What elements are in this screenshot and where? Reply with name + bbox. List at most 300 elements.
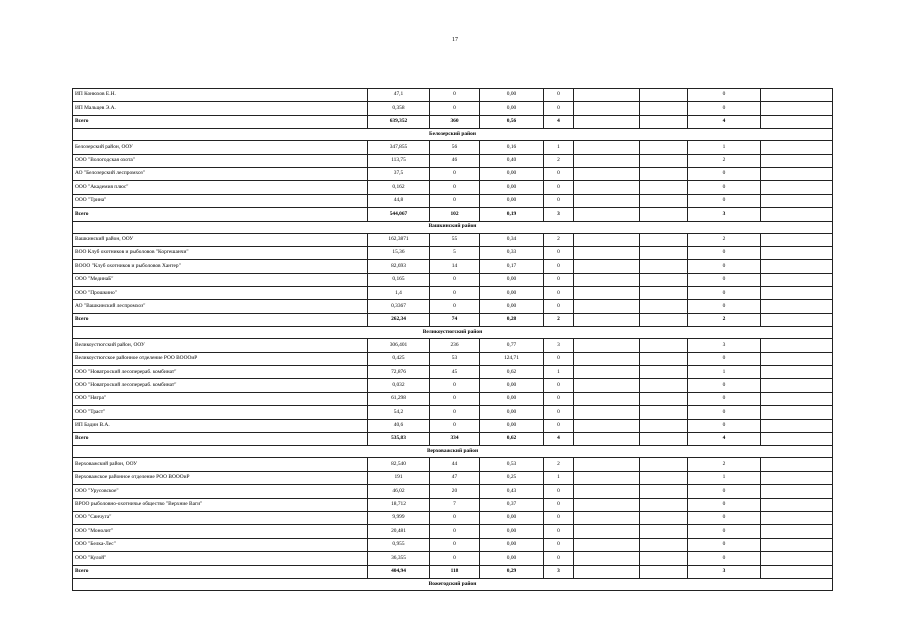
- table-cell: 18,712: [368, 498, 430, 511]
- table-cell: 44: [430, 458, 480, 471]
- table-row: [73, 102, 833, 115]
- table-cell: 55: [430, 233, 480, 246]
- table-cell: 46: [430, 154, 480, 167]
- table-cell: [574, 154, 640, 167]
- organization-name: ООО "Академия плюс": [73, 181, 368, 194]
- table-cell: [574, 181, 640, 194]
- table-cell: 1: [688, 141, 761, 154]
- table-cell: 0: [430, 89, 480, 102]
- table-cell: 0,00: [480, 194, 544, 207]
- table-cell: 0: [688, 300, 761, 313]
- table-cell: 0: [430, 552, 480, 565]
- table-cell: [761, 406, 833, 419]
- table-cell: [640, 419, 688, 432]
- table-row: [73, 260, 833, 273]
- table-cell: 0: [688, 525, 761, 538]
- district-section-row: [73, 327, 833, 339]
- table-cell: [640, 392, 688, 405]
- table-cell: [574, 498, 640, 511]
- table-cell: 0,34: [480, 233, 544, 246]
- table-cell: [640, 154, 688, 167]
- table-cell: [761, 246, 833, 259]
- table-cell: [761, 538, 833, 551]
- table-cell: 162,3871: [368, 233, 430, 246]
- table-cell: 5: [430, 246, 480, 259]
- table-cell: 118: [430, 565, 480, 578]
- table-cell: 0,358: [368, 102, 430, 115]
- table-cell: 0: [688, 194, 761, 207]
- table-cell: 0: [688, 89, 761, 102]
- organization-name: Великоустюгское районное отделение РОО ВОООиР: [73, 352, 368, 365]
- table-row: [73, 194, 833, 207]
- table-cell: 0,165: [368, 273, 430, 286]
- table-cell: [761, 233, 833, 246]
- table-cell: [761, 366, 833, 379]
- table-cell: 0: [688, 167, 761, 180]
- table-cell: 2: [688, 458, 761, 471]
- table-cell: 0,00: [480, 273, 544, 286]
- table-cell: 236: [430, 339, 480, 352]
- table-cell: [574, 485, 640, 498]
- table-cell: 1: [688, 366, 761, 379]
- table-cell: 4: [688, 432, 761, 445]
- table-cell: [761, 511, 833, 524]
- table-row: [73, 379, 833, 392]
- organization-name: ООО "МединаБ": [73, 273, 368, 286]
- table-cell: 7: [430, 498, 480, 511]
- table-cell: 0,17: [480, 260, 544, 273]
- table-cell: [640, 525, 688, 538]
- table-cell: 0,00: [480, 181, 544, 194]
- table-cell: 404,94: [368, 565, 430, 578]
- table-cell: [574, 552, 640, 565]
- table-cell: 0,29: [480, 565, 544, 578]
- organization-name: АО "Вашкинский леспромхоз": [73, 300, 368, 313]
- table-cell: 3: [544, 208, 574, 221]
- table-cell: 82,693: [368, 260, 430, 273]
- table-cell: [761, 167, 833, 180]
- table-cell: [761, 392, 833, 405]
- table-cell: 0: [688, 406, 761, 419]
- table-cell: 0: [544, 511, 574, 524]
- table-cell: 2: [688, 233, 761, 246]
- table-cell: 0: [544, 525, 574, 538]
- table-cell: [761, 339, 833, 352]
- table-cell: 0: [688, 379, 761, 392]
- table-cell: 0: [544, 260, 574, 273]
- table-cell: [640, 167, 688, 180]
- table-cell: [761, 115, 833, 128]
- table-cell: [761, 352, 833, 365]
- table-cell: 0: [430, 300, 480, 313]
- table-cell: 0: [430, 511, 480, 524]
- table-cell: 72,876: [368, 366, 430, 379]
- organization-name: ВРОО рыболовно-охотничье общество "Верхние Ваги": [73, 498, 368, 511]
- table-cell: [640, 485, 688, 498]
- table-row: [73, 339, 833, 352]
- table-cell: 20,481: [368, 525, 430, 538]
- table-row: [73, 181, 833, 194]
- table-cell: 2: [544, 313, 574, 326]
- table-cell: [574, 167, 640, 180]
- table-cell: 0,00: [480, 300, 544, 313]
- table-cell: 0: [544, 89, 574, 102]
- table-cell: 124,71: [480, 352, 544, 365]
- total-row: [73, 313, 833, 326]
- table-cell: 40,6: [368, 419, 430, 432]
- district-section-row: [73, 578, 833, 590]
- total-row: [73, 565, 833, 578]
- table-cell: 0,62: [480, 432, 544, 445]
- table-cell: 0: [688, 273, 761, 286]
- district-title: Вашкинский район: [73, 221, 833, 233]
- table-cell: [640, 406, 688, 419]
- table-cell: [640, 458, 688, 471]
- table-cell: 0: [544, 498, 574, 511]
- table-cell: [640, 141, 688, 154]
- table-cell: 639,352: [368, 115, 430, 128]
- table-cell: 61,298: [368, 392, 430, 405]
- district-title: Вожегодский район: [73, 578, 833, 590]
- page-number: 17: [452, 37, 458, 43]
- table-cell: 0: [544, 194, 574, 207]
- organization-name: Всего: [73, 432, 368, 445]
- organization-name: ООО "Трина": [73, 194, 368, 207]
- table-cell: 535,83: [368, 432, 430, 445]
- table-cell: 0: [430, 181, 480, 194]
- table-cell: 0,43: [480, 485, 544, 498]
- organization-name: Верховажское районное отделение РОО ВОООиР: [73, 471, 368, 484]
- organization-name: Всего: [73, 115, 368, 128]
- table-cell: [574, 194, 640, 207]
- table-cell: [640, 246, 688, 259]
- table-cell: [640, 511, 688, 524]
- table-cell: 2: [544, 233, 574, 246]
- table-row: [73, 406, 833, 419]
- table-row: [73, 525, 833, 538]
- table-cell: [640, 115, 688, 128]
- table-cell: 74: [430, 313, 480, 326]
- table-cell: [761, 419, 833, 432]
- table-cell: 0: [430, 102, 480, 115]
- table-cell: 15,36: [368, 246, 430, 259]
- table-cell: [640, 233, 688, 246]
- organization-name: ООО "Кулой": [73, 552, 368, 565]
- table-cell: 0: [688, 498, 761, 511]
- table-cell: [574, 471, 640, 484]
- table-cell: [574, 141, 640, 154]
- table-cell: 0: [688, 102, 761, 115]
- table-cell: 0: [688, 538, 761, 551]
- table-cell: 2: [688, 313, 761, 326]
- table-cell: 0,40: [480, 154, 544, 167]
- table-cell: 0: [688, 181, 761, 194]
- table-row: [73, 538, 833, 551]
- organization-name: ООО "Траст": [73, 406, 368, 419]
- table-cell: [640, 565, 688, 578]
- table-cell: 0,62: [480, 366, 544, 379]
- organization-name: ВООО "Клуб охотников и рыболовов Хантер": [73, 260, 368, 273]
- table-cell: 0,162: [368, 181, 430, 194]
- organization-name: Всего: [73, 565, 368, 578]
- table-cell: 113,75: [368, 154, 430, 167]
- district-section-row: [73, 129, 833, 141]
- table-cell: [640, 538, 688, 551]
- table-row: [73, 552, 833, 565]
- district-section-row: [73, 446, 833, 458]
- table-cell: 0: [544, 167, 574, 180]
- table-cell: [761, 300, 833, 313]
- table-cell: 4: [688, 115, 761, 128]
- table-cell: 360: [430, 115, 480, 128]
- table-cell: 0: [544, 273, 574, 286]
- table-cell: 0,032: [368, 379, 430, 392]
- table-cell: 0: [688, 260, 761, 273]
- table-cell: 334: [430, 432, 480, 445]
- table-cell: [640, 194, 688, 207]
- organization-name: ИП Бадин В.А.: [73, 419, 368, 432]
- table-cell: [574, 339, 640, 352]
- table-cell: 0: [544, 552, 574, 565]
- organization-name: ООО "Вологодская охота": [73, 154, 368, 167]
- organization-name: ООО "Монолит": [73, 525, 368, 538]
- table-cell: [761, 287, 833, 300]
- table-cell: [761, 313, 833, 326]
- table-cell: [574, 511, 640, 524]
- table-cell: 0: [430, 525, 480, 538]
- table-cell: [761, 273, 833, 286]
- district-title: Верховажский район: [73, 446, 833, 458]
- table-cell: 0: [430, 379, 480, 392]
- table-cell: 3: [544, 339, 574, 352]
- table-cell: [574, 406, 640, 419]
- table-cell: 262,34: [368, 313, 430, 326]
- table-cell: [761, 552, 833, 565]
- table-cell: [640, 471, 688, 484]
- table-cell: 306,401: [368, 339, 430, 352]
- table-cell: 1: [544, 366, 574, 379]
- table-cell: 0,00: [480, 379, 544, 392]
- table-cell: 0,00: [480, 525, 544, 538]
- table-cell: [761, 471, 833, 484]
- organization-name: ИП Конюхов Е.Н.: [73, 89, 368, 102]
- table-cell: [574, 273, 640, 286]
- table-cell: 36,355: [368, 552, 430, 565]
- table-cell: 0: [688, 511, 761, 524]
- table-cell: [640, 300, 688, 313]
- table-cell: 0: [544, 406, 574, 419]
- table-cell: [574, 246, 640, 259]
- table-cell: [761, 181, 833, 194]
- table-row: [73, 511, 833, 524]
- organization-name: Белозерский район, ООУ: [73, 141, 368, 154]
- table-cell: 191: [368, 471, 430, 484]
- table-cell: [761, 458, 833, 471]
- table-cell: [761, 485, 833, 498]
- table-cell: 0: [544, 379, 574, 392]
- table-cell: 9,999: [368, 511, 430, 524]
- table-cell: 0,00: [480, 538, 544, 551]
- table-cell: [574, 565, 640, 578]
- table-cell: [574, 419, 640, 432]
- table-cell: [761, 432, 833, 445]
- table-cell: [640, 208, 688, 221]
- table-row: [73, 419, 833, 432]
- table-cell: 0: [544, 300, 574, 313]
- table-cell: 0: [430, 538, 480, 551]
- table-cell: 14: [430, 260, 480, 273]
- table-cell: 0: [544, 246, 574, 259]
- table-row: [73, 392, 833, 405]
- table-cell: 0: [688, 287, 761, 300]
- table-row: [73, 141, 833, 154]
- table-cell: 44,8: [368, 194, 430, 207]
- table-row: [73, 89, 833, 102]
- table-cell: 47,1: [368, 89, 430, 102]
- table-cell: [574, 89, 640, 102]
- table-row: [73, 485, 833, 498]
- table-cell: [640, 552, 688, 565]
- table-cell: [574, 366, 640, 379]
- organization-name: ВОО Клуб охотников и рыболовов "Коргешанчи": [73, 246, 368, 259]
- table-cell: [574, 538, 640, 551]
- table-cell: 0,00: [480, 102, 544, 115]
- table-cell: 0: [544, 181, 574, 194]
- table-cell: 45: [430, 366, 480, 379]
- table-row: [73, 246, 833, 259]
- table-cell: 0: [544, 538, 574, 551]
- table-cell: 0: [688, 419, 761, 432]
- table-cell: 0,16: [480, 141, 544, 154]
- table-cell: 0: [688, 352, 761, 365]
- table-cell: 0,77: [480, 339, 544, 352]
- table-cell: 56: [430, 141, 480, 154]
- table-row: [73, 287, 833, 300]
- table-cell: [574, 233, 640, 246]
- table-cell: [640, 181, 688, 194]
- table-cell: 46,02: [368, 485, 430, 498]
- organization-name: Великоустюгский район, ООУ: [73, 339, 368, 352]
- table-cell: [640, 287, 688, 300]
- total-row: [73, 208, 833, 221]
- table-cell: 37,5: [368, 167, 430, 180]
- table-cell: 0,53: [480, 458, 544, 471]
- table-cell: 347,855: [368, 141, 430, 154]
- table-row: [73, 167, 833, 180]
- table-cell: 102: [430, 208, 480, 221]
- table-cell: 0: [430, 392, 480, 405]
- table-cell: [574, 300, 640, 313]
- table-cell: 3: [688, 208, 761, 221]
- table-cell: 3: [544, 565, 574, 578]
- table-cell: [761, 565, 833, 578]
- table-cell: 0: [544, 485, 574, 498]
- table-cell: [761, 379, 833, 392]
- organization-name: Всего: [73, 208, 368, 221]
- table-cell: 1,4: [368, 287, 430, 300]
- table-cell: 1: [544, 471, 574, 484]
- table-cell: 0,00: [480, 419, 544, 432]
- organization-name: Всего: [73, 313, 368, 326]
- table-cell: [761, 194, 833, 207]
- table-cell: [761, 260, 833, 273]
- table-cell: 54,2: [368, 406, 430, 419]
- table-cell: 0: [430, 194, 480, 207]
- organization-name: ООО "Нягра": [73, 392, 368, 405]
- table-cell: 1: [544, 141, 574, 154]
- table-cell: 2: [544, 154, 574, 167]
- table-cell: 0,00: [480, 552, 544, 565]
- table-cell: 0,955: [368, 538, 430, 551]
- table-cell: 544,067: [368, 208, 430, 221]
- table-cell: [574, 287, 640, 300]
- organization-name: ООО "Новатроский лесоперераб. комбинат": [73, 366, 368, 379]
- organization-name: АО "Белозерский леспромхоз": [73, 167, 368, 180]
- table-cell: 53: [430, 352, 480, 365]
- organization-name: ООО "Сянчуга": [73, 511, 368, 524]
- table-cell: [574, 102, 640, 115]
- table-cell: [640, 313, 688, 326]
- table-cell: 0,3367: [368, 300, 430, 313]
- table-cell: 1: [688, 471, 761, 484]
- table-cell: 0,00: [480, 287, 544, 300]
- table-row: [73, 300, 833, 313]
- table-cell: 3: [688, 339, 761, 352]
- table-cell: 20: [430, 485, 480, 498]
- table-cell: [574, 260, 640, 273]
- organization-name: ИП Мальцев Э.А.: [73, 102, 368, 115]
- table-row: [73, 366, 833, 379]
- table-cell: [761, 141, 833, 154]
- table-cell: [761, 89, 833, 102]
- organization-name: Верховажский район, ООУ: [73, 458, 368, 471]
- table-cell: [640, 273, 688, 286]
- table-cell: [761, 498, 833, 511]
- table-cell: 0: [688, 246, 761, 259]
- table-cell: 0,00: [480, 406, 544, 419]
- table-cell: 2: [544, 458, 574, 471]
- table-cell: [761, 208, 833, 221]
- table-row: [73, 154, 833, 167]
- table-cell: [574, 432, 640, 445]
- organization-name: Вашкинский район, ООУ: [73, 233, 368, 246]
- table-cell: [574, 115, 640, 128]
- table-cell: 47: [430, 471, 480, 484]
- organization-name: ООО "Прошкино": [73, 287, 368, 300]
- table-cell: [761, 102, 833, 115]
- table-cell: [574, 208, 640, 221]
- table-cell: 0,00: [480, 511, 544, 524]
- table-cell: 0,25: [480, 471, 544, 484]
- table-cell: [640, 498, 688, 511]
- table-cell: 0: [544, 392, 574, 405]
- organization-name: ООО "Урусовское": [73, 485, 368, 498]
- table-cell: 0: [430, 273, 480, 286]
- table-cell: 0: [430, 419, 480, 432]
- organization-name: ООО "Новатроский лесоперераб. комбинат": [73, 379, 368, 392]
- table-cell: 0: [430, 406, 480, 419]
- district-title: Великоустюгский район: [73, 327, 833, 339]
- table-cell: 4: [544, 115, 574, 128]
- table-cell: 0: [544, 352, 574, 365]
- table-cell: [574, 313, 640, 326]
- table-cell: 0,425: [368, 352, 430, 365]
- data-table: [72, 88, 833, 591]
- table-cell: [640, 352, 688, 365]
- table-cell: 0: [688, 485, 761, 498]
- table-cell: 4: [544, 432, 574, 445]
- table-cell: 82,540: [368, 458, 430, 471]
